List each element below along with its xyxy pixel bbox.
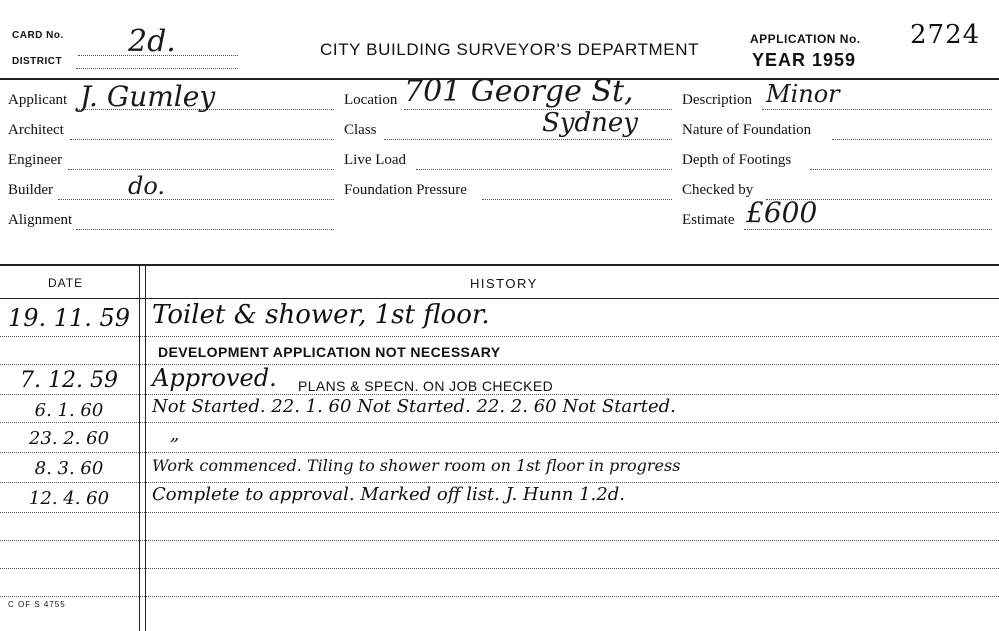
- department-title: CITY BUILDING SURVEYOR'S DEPARTMENT: [320, 40, 700, 59]
- table-divider-right: [145, 264, 146, 631]
- table-divider-left: [139, 264, 140, 631]
- table-row-history: Complete to approval. Marked off list. J. Hunn 1.2d.: [152, 484, 625, 505]
- foundation-pressure-line: [482, 199, 672, 200]
- table-row-date: 23. 2. 60: [28, 428, 110, 449]
- table-row-history: Not Started. 22. 1. 60 Not Started. 22. 2. 60 Not Started.: [152, 396, 676, 417]
- form-code: C OF S 4755: [8, 600, 66, 609]
- table-row-date: 6. 1. 60: [34, 400, 104, 421]
- description-line: [762, 109, 992, 110]
- checked-by-label: Checked by: [682, 182, 754, 198]
- card-no-label: CARD No.: [12, 30, 64, 41]
- table-header-rule: [0, 298, 999, 299]
- row-rule: [0, 452, 999, 453]
- estimate-line: [744, 229, 992, 230]
- table-row-date: 12. 4. 60: [28, 488, 110, 509]
- nature-of-foundation-label: Nature of Foundation: [682, 122, 812, 138]
- table-top-rule: [0, 264, 999, 266]
- class-label: Class: [344, 122, 377, 138]
- location-label: Location: [344, 92, 398, 108]
- live-load-line: [416, 169, 672, 170]
- foundation-pressure-label: Foundation Pressure: [344, 182, 467, 198]
- nature-of-foundation-line: [832, 139, 992, 140]
- plans-checked-stamp: PLANS & SPECN. ON JOB CHECKED: [298, 378, 554, 394]
- live-load-label: Live Load: [344, 152, 407, 168]
- development-stamp: DEVELOPMENT APPLICATION NOT NECESSARY: [158, 344, 501, 360]
- table-row-date: 7. 12. 59: [20, 368, 118, 393]
- table-row-history: Work commenced. Tiling to shower room on 1st floor in progress: [152, 456, 681, 475]
- class-line: [384, 139, 672, 140]
- row-rule: [0, 336, 999, 337]
- district-line: [76, 68, 238, 69]
- row-rule: [0, 364, 999, 365]
- applicant-label: Applicant: [8, 92, 68, 108]
- row-rule: [0, 512, 999, 513]
- estimate-value: £600: [746, 196, 818, 229]
- engineer-line: [68, 169, 334, 170]
- history-header: HISTORY: [470, 276, 538, 291]
- table-row-date: 19. 11. 59: [7, 304, 131, 332]
- builder-label: Builder: [8, 182, 53, 198]
- alignment-line: [76, 229, 334, 230]
- row-rule: [0, 596, 999, 597]
- date-header: DATE: [48, 276, 84, 290]
- row-rule: [0, 540, 999, 541]
- year-label: YEAR 1959: [752, 50, 857, 70]
- table-row-history: „: [170, 424, 180, 445]
- location-value-line2: Sydney: [542, 108, 638, 138]
- builder-line: [58, 199, 334, 200]
- estimate-label: Estimate: [682, 212, 735, 228]
- depth-of-footings-label: Depth of Footings: [682, 152, 792, 168]
- row-rule: [0, 482, 999, 483]
- architect-label: Architect: [8, 122, 64, 138]
- description-value: Minor: [766, 80, 840, 108]
- table-row-history: Toilet & shower, 1st floor.: [152, 300, 490, 330]
- table-row-history: Approved.: [152, 364, 277, 392]
- district-label: DISTRICT: [12, 56, 63, 67]
- location-value-line1: 701 George St,: [404, 74, 634, 109]
- applicant-value: J. Gumley: [80, 80, 216, 113]
- alignment-label: Alignment: [8, 212, 73, 228]
- architect-line: [70, 139, 334, 140]
- row-rule: [0, 422, 999, 423]
- application-no-label: APPLICATION No.: [750, 32, 861, 46]
- table-row-date: 8. 3. 60: [34, 458, 104, 479]
- application-no-value: 2724: [910, 20, 981, 50]
- description-label: Description: [682, 92, 752, 108]
- row-rule: [0, 394, 999, 395]
- row-rule: [0, 568, 999, 569]
- engineer-label: Engineer: [8, 152, 63, 168]
- card-no-value: 2d.: [128, 24, 176, 59]
- depth-of-footings-line: [810, 169, 992, 170]
- builder-value: do.: [128, 172, 166, 200]
